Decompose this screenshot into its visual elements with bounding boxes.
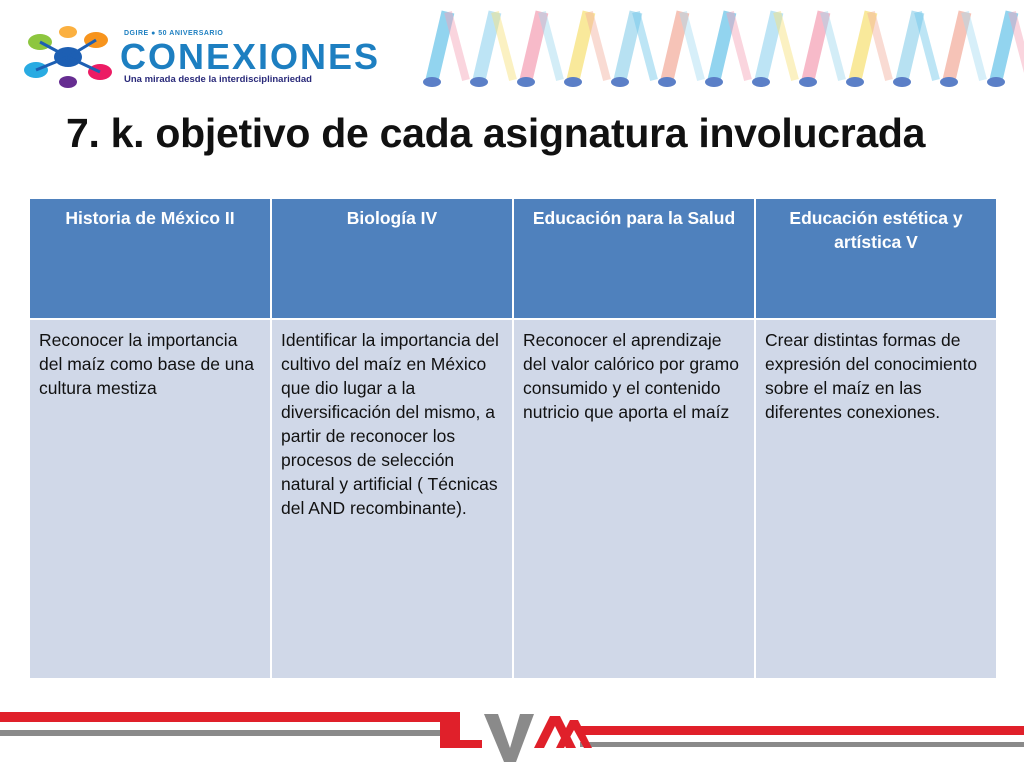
decorative-stripes: [412, 8, 1024, 90]
logo-top-line: DGIRE ● 50 ANIVERSARIO: [124, 30, 224, 37]
table-cell: Reconocer el aprendizaje del valor calórico por gramo consumido y el contenido nutricio que aporta el maíz: [513, 319, 755, 679]
table-cell: Crear distintas formas de expresión del conocimiento sobre el maíz en las diferentes conexiones.: [755, 319, 997, 679]
uvaq-logo-icon: [440, 712, 592, 762]
table-cell: Identificar la importancia del cultivo del maíz en México que dio lugar a la diversificación del mismo, a partir de reconocer los procesos de selección natural y artificial ( Técnicas del AND recombinante).: [271, 319, 513, 679]
slide-title: 7. k. objetivo de cada asignatura involucrada: [66, 110, 926, 156]
column-header: Educación para la Salud: [513, 198, 755, 319]
column-header: Historia de México II: [29, 198, 271, 319]
footer-banner: [0, 700, 1024, 768]
logo-wordmark: CONEXIONES: [120, 36, 381, 77]
column-header: Educación estética y artística V: [755, 198, 997, 319]
table-cell: Reconocer la importancia del maíz como base de una cultura mestiza: [29, 319, 271, 679]
table-row: [29, 319, 997, 679]
network-logo-icon: [20, 24, 116, 90]
conexiones-logo: [20, 20, 380, 90]
column-header: Biología IV: [271, 198, 513, 319]
table-header-row: [29, 198, 997, 319]
logo-tagline: Una mirada desde la interdisciplinariedad: [124, 74, 312, 85]
objectives-table: [28, 197, 998, 680]
